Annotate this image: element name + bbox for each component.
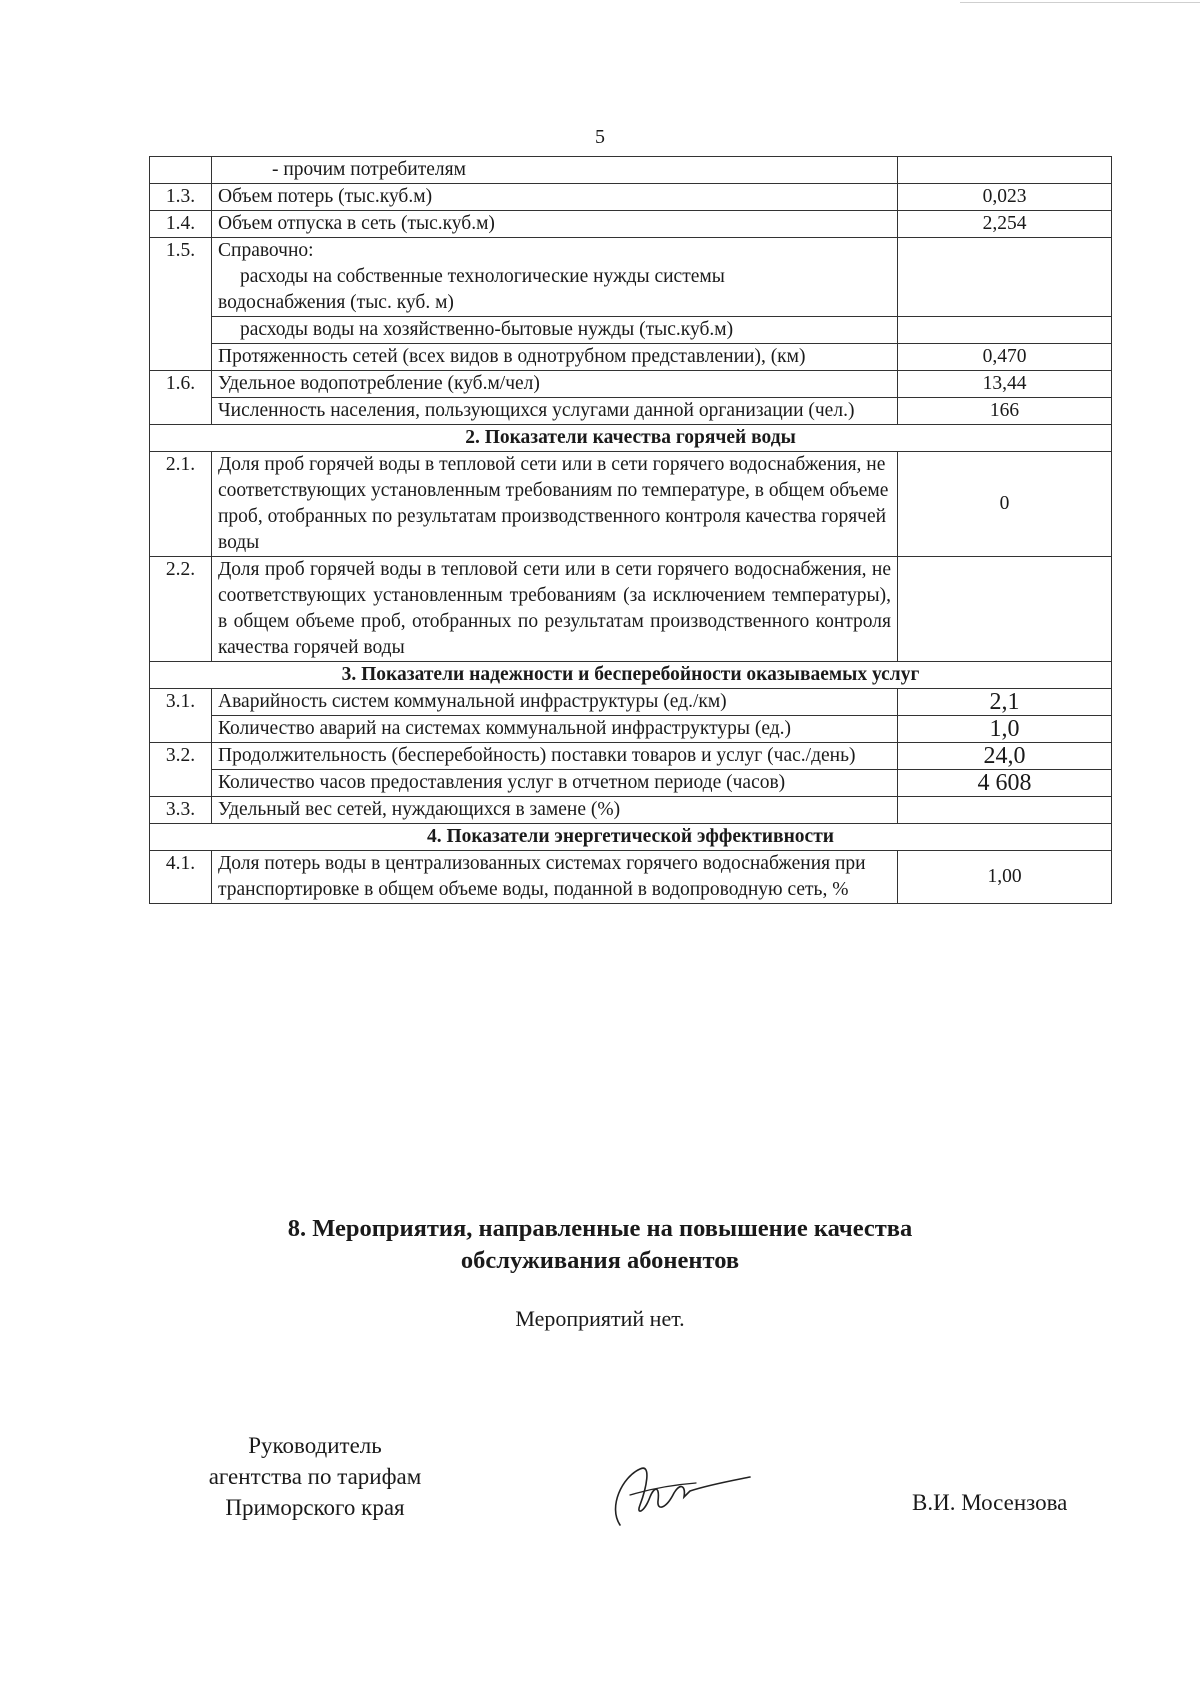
row-name-line: Справочно: (218, 240, 314, 261)
position-line: Руководитель (248, 1433, 382, 1458)
row-number: 3.2. (150, 743, 212, 797)
row-number: 1.3. (150, 184, 212, 211)
row-name: Доля проб горячей воды в тепловой сети или в сети горячего водоснабжения, не соответствующих установленным требованиям (за исключением температуры), в общем объеме проб, отобранных по результатам производственного контроля качества горячей воды (212, 557, 898, 662)
row-number: 2.1. (150, 452, 212, 557)
table-row (150, 157, 1112, 184)
row-name: Аварийность систем коммунальной инфраструктуры (ед./км) (212, 689, 898, 716)
table-row (150, 689, 1112, 716)
table-row (150, 371, 1112, 398)
row-value: 0 (898, 452, 1112, 557)
scan-edge-line (960, 2, 1200, 3)
page-number: 5 (595, 126, 605, 148)
table-row (150, 797, 1112, 824)
row-number: 2.2. (150, 557, 212, 662)
section-header-row (150, 824, 1112, 851)
indicators-table (149, 156, 1112, 904)
row-name: Продолжительность (бесперебойность) поставки товаров и услуг (час./день) (212, 743, 898, 770)
row-name: Удельное водопотребление (куб.м/чел) (212, 371, 898, 398)
row-value: 2,254 (898, 211, 1112, 238)
section-8-title (0, 1213, 1200, 1277)
table-row (150, 743, 1112, 770)
table-row (150, 184, 1112, 211)
row-number (150, 157, 212, 184)
row-number: 3.1. (150, 689, 212, 743)
table-row (150, 770, 1112, 797)
table-row (150, 317, 1112, 344)
row-value: 0,023 (898, 184, 1112, 211)
signer-position (165, 1430, 465, 1523)
row-value: 1,00 (898, 851, 1112, 904)
row-name: - прочим потребителям (212, 157, 898, 184)
signer-name: В.И. Мосензова (912, 1490, 1068, 1515)
no-measures-text: Мероприятий нет. (515, 1306, 685, 1331)
table-row (150, 398, 1112, 425)
row-value: 13,44 (898, 371, 1112, 398)
section-header-row (150, 662, 1112, 689)
section-title-line: 8. Мероприятия, направленные на повышение качества (287, 1215, 913, 1242)
section-header: 4. Показатели энергетической эффективности (150, 824, 1112, 851)
row-value (898, 797, 1112, 824)
row-name: Удельный вес сетей, нуждающихся в замене (%) (212, 797, 898, 824)
row-value (898, 157, 1112, 184)
handwritten-signature (600, 1455, 760, 1535)
section-header: 2. Показатели качества горячей воды (150, 425, 1112, 452)
table-row (150, 238, 1112, 317)
row-value (898, 557, 1112, 662)
row-name-line: расходы на собственные технологические нужды системы (240, 266, 725, 287)
table-row (150, 211, 1112, 238)
row-value: 2,1 (898, 689, 1112, 716)
row-name: Количество часов предоставления услуг в отчетном периоде (часов) (212, 770, 898, 797)
table-row (150, 557, 1112, 662)
row-name (212, 238, 898, 317)
row-name: Количество аварий на системах коммунальной инфраструктуры (ед.) (212, 716, 898, 743)
section-header: 3. Показатели надежности и бесперебойности оказываемых услуг (150, 662, 1112, 689)
section-title-line: обслуживания абонентов (460, 1247, 740, 1274)
position-line: агентства по тарифам (208, 1464, 422, 1489)
row-number: 4.1. (150, 851, 212, 904)
row-number: 1.5. (150, 238, 212, 371)
row-name: Объем отпуска в сеть (тыс.куб.м) (212, 211, 898, 238)
section-header-row (150, 425, 1112, 452)
row-name-line: водоснабжения (тыс. куб. м) (218, 292, 454, 313)
row-value (898, 317, 1112, 344)
position-line: Приморского края (225, 1495, 405, 1520)
row-number: 3.3. (150, 797, 212, 824)
row-value (898, 238, 1112, 317)
row-name: Доля проб горячей воды в тепловой сети или в сети горячего водоснабжения, не соответствующих установленным требованиям по температуре, в общем объеме проб, отобранных по результатам производственного контроля качества горячей воды (212, 452, 898, 557)
row-value: 24,0 (898, 743, 1112, 770)
row-name: Численность населения, пользующихся услугами данной организации (чел.) (212, 398, 898, 425)
row-name: Доля потерь воды в централизованных системах горячего водоснабжения при транспортировке в общем объеме воды, поданной в водопроводную сеть, % (212, 851, 898, 904)
table-row (150, 716, 1112, 743)
table-row (150, 851, 1112, 904)
row-value: 0,470 (898, 344, 1112, 371)
row-name: Объем потерь (тыс.куб.м) (212, 184, 898, 211)
row-number: 1.4. (150, 211, 212, 238)
row-number: 1.6. (150, 371, 212, 425)
row-value: 1,0 (898, 716, 1112, 743)
row-value: 4 608 (898, 770, 1112, 797)
row-value: 166 (898, 398, 1112, 425)
row-name: расходы воды на хозяйственно-бытовые нужды (тыс.куб.м) (212, 317, 898, 344)
row-name: Протяженность сетей (всех видов в однотрубном представлении), (км) (212, 344, 898, 371)
table-row (150, 344, 1112, 371)
table-row (150, 452, 1112, 557)
